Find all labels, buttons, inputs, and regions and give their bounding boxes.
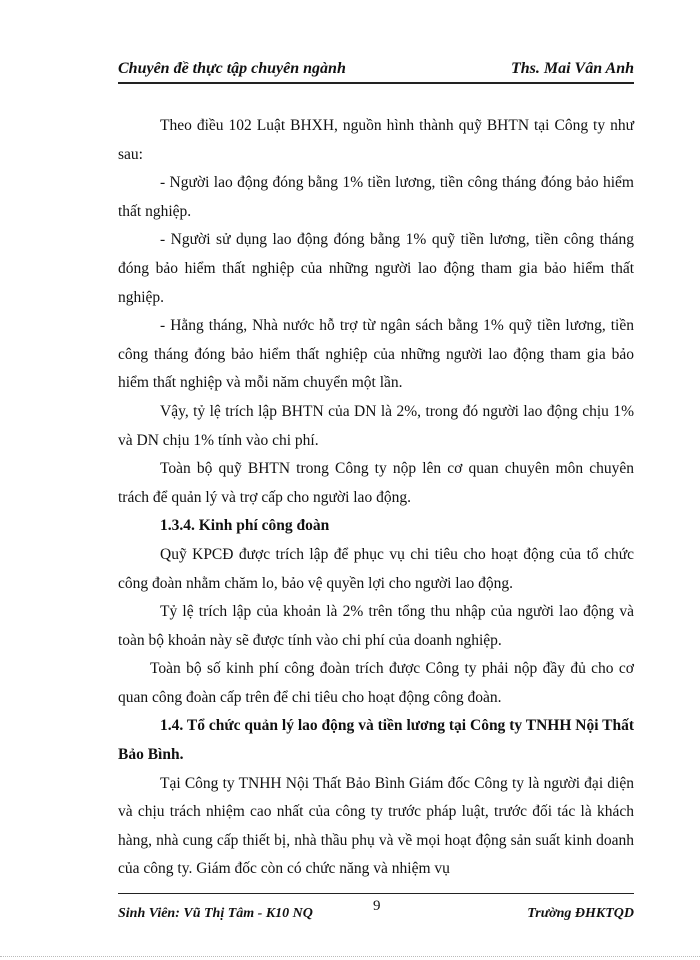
paragraph-rate-summary: Vậy, tỷ lệ trích lập BHTN của DN là 2%, trong đó người lao động chịu 1% và DN chịu 1% tính vào chi phí. — [118, 402, 634, 449]
page-header — [118, 58, 634, 84]
paragraph-kpcd-rate: Tỷ lệ trích lập của khoản là 2% trên tổng thu nhập của người lao động và toàn bộ khoản này sẽ được tính vào chi phí của doanh nghiệp. — [118, 603, 634, 649]
paragraph-kpcd-purpose: Quỹ KPCĐ được trích lập để phục vụ chi tiêu cho hoạt động của tổ chức công đoàn nhằm chăm lo, bảo vệ quyền lợi cho người lao động. — [118, 545, 634, 592]
page-edge-dotted-line — [0, 956, 700, 957]
paragraph-employee-contribution: - Người lao động đóng bằng 1% tiền lương, tiền công tháng đóng bảo hiểm thất nghiệp. — [118, 174, 634, 220]
header-instructor: Ths. Mai Vân Anh — [510, 60, 634, 77]
page-footer — [118, 898, 634, 926]
paragraph-kpcd-submission: Toàn bộ số kinh phí công đoàn trích được Công ty phải nộp đầy đủ cho cơ quan công đoàn cấp trên để chi tiêu cho hoạt động công đoàn. — [118, 660, 634, 706]
paragraph-bhtn-intro: Theo điều 102 Luật BHXH, nguồn hình thành quỹ BHTN tại Công ty như sau: — [118, 117, 634, 163]
paragraph-employer-contribution: - Người sử dụng lao động đóng bằng 1% quỹ tiền lương, tiền công tháng đóng bảo hiểm thất nghiệp của những người lao động tham gia bảo hiểm thất nghiệp. — [118, 231, 634, 306]
section-heading-labor-management: 1.4. Tổ chức quản lý lao động và tiền lương tại Công ty TNHH Nội Thất Bảo Bình. — [118, 717, 634, 764]
section-heading-union-fee: 1.3.4. Kinh phí công đoàn — [160, 517, 330, 535]
page-number: 9 — [373, 898, 381, 914]
paragraph-bhtn-submission: Toàn bộ quỹ BHTN trong Công ty nộp lên cơ quan chuyên môn chuyên trách để quản lý và trợ cấp cho người lao động. — [118, 460, 634, 506]
footer-student: Sinh Viên: Vũ Thị Tâm - K10 NQ — [118, 906, 313, 921]
paragraph-director-role: Tại Công ty TNHH Nội Thất Bảo Bình Giám đốc Công ty là người đại diện và chịu trách nhiệm cao nhất của công ty trước pháp luật, trước đối tác là khách hàng, nhà cung cấp thiết bị, nhà thầu phụ và về mọi hoạt động sản suất kinh doanh của công ty. Giám đốc còn có chức năng và nhiệm vụ — [118, 774, 634, 878]
paragraph-state-support: - Hằng tháng, Nhà nước hỗ trợ từ ngân sách bằng 1% quỹ tiền lương, tiền công tháng đóng bảo hiểm thất nghiệp của những người lao động tham gia bảo hiểm thất nghiệp và mỗi năm chuyển một lần. — [118, 317, 634, 392]
footer-university: Trường ĐHKTQD — [527, 906, 634, 921]
footer-divider — [118, 893, 634, 894]
header-course-title: Chuyên đề thực tập chuyên ngành — [118, 60, 346, 77]
document-body — [118, 112, 634, 884]
